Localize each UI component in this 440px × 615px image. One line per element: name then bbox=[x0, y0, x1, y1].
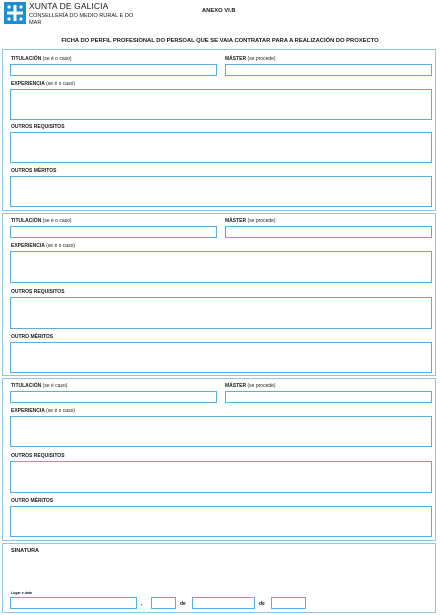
outros-requisitos-label: OUTROS REQUISITOS bbox=[11, 124, 65, 130]
outros-requisitos-input[interactable] bbox=[10, 297, 432, 329]
titulacion-label: TITULACIÓN (se é o caso) bbox=[11, 56, 72, 62]
outros-meritos-label: OUTROS MÉRITOS bbox=[11, 168, 57, 174]
outros-requisitos-input[interactable] bbox=[10, 132, 432, 163]
experiencia-input[interactable] bbox=[10, 251, 432, 283]
outros-requisitos-input[interactable] bbox=[10, 461, 432, 493]
outros-meritos-input[interactable] bbox=[10, 342, 432, 373]
xunta-de-galicia-logo bbox=[4, 2, 26, 24]
place-date-label: Lugar e data bbox=[11, 591, 32, 595]
titulacion-input[interactable] bbox=[10, 226, 217, 238]
year-input[interactable] bbox=[271, 597, 306, 609]
form-title: FICHA DO PERFIL PROFESIONAL DO PERSOAL QUE SE VAIA CONTRATAR PARA A REALIZACIÓN DO PROXECTO bbox=[61, 38, 379, 44]
de-separator-2: de bbox=[259, 601, 265, 607]
outros-meritos-input[interactable] bbox=[10, 506, 432, 537]
titulacion-input[interactable] bbox=[10, 391, 217, 403]
comma-separator: , bbox=[141, 601, 143, 607]
titulacion-label: TITULACIÓN (se é caso) bbox=[11, 383, 68, 389]
annex-label: ANEXO VI.B bbox=[202, 8, 236, 14]
master-input[interactable] bbox=[225, 226, 432, 238]
profile-block-2 bbox=[2, 213, 436, 376]
master-input[interactable] bbox=[225, 64, 432, 76]
titulacion-input[interactable] bbox=[10, 64, 217, 76]
profile-block-1 bbox=[2, 49, 436, 211]
org-name: XUNTA DE GALICIA bbox=[29, 1, 109, 11]
outros-meritos-input[interactable] bbox=[10, 176, 432, 207]
profile-block-3 bbox=[2, 378, 436, 541]
org-department: CONSELLERÍA DO MEDIO RURAL E DO MAR bbox=[29, 13, 134, 26]
de-separator-1: de bbox=[180, 601, 186, 607]
month-input[interactable] bbox=[192, 597, 255, 609]
experiencia-label: EXPERIENCIA (se é o caso) bbox=[11, 408, 76, 414]
master-input[interactable] bbox=[225, 391, 432, 403]
experiencia-label: EXPERIENCIA (se é o caso) bbox=[11, 81, 76, 87]
master-label: MÁSTER (se procede) bbox=[225, 218, 276, 224]
outros-requisitos-label: OUTROS REQUISITOS bbox=[11, 289, 65, 295]
experiencia-input[interactable] bbox=[10, 89, 432, 120]
titulacion-label: TITULACIÓN (se é o caso) bbox=[11, 218, 72, 224]
master-label: MÁSTER (se procede) bbox=[225, 56, 276, 62]
outros-meritos-label: OUTRO MÉRITOS bbox=[11, 498, 54, 504]
experiencia-input[interactable] bbox=[10, 416, 432, 447]
signature-block bbox=[2, 543, 436, 613]
experiencia-label: EXPERIENCIA (se é o caso) bbox=[11, 243, 76, 249]
sinatura-label: SINATURA bbox=[11, 548, 40, 554]
outros-meritos-label: OUTRO MÉRITOS bbox=[11, 334, 54, 340]
master-label: MÁSTER (se procede) bbox=[225, 383, 276, 389]
outros-requisitos-label: OUTROS REQUISITOS bbox=[11, 453, 65, 459]
day-input[interactable] bbox=[151, 597, 176, 609]
place-input[interactable] bbox=[10, 597, 137, 609]
